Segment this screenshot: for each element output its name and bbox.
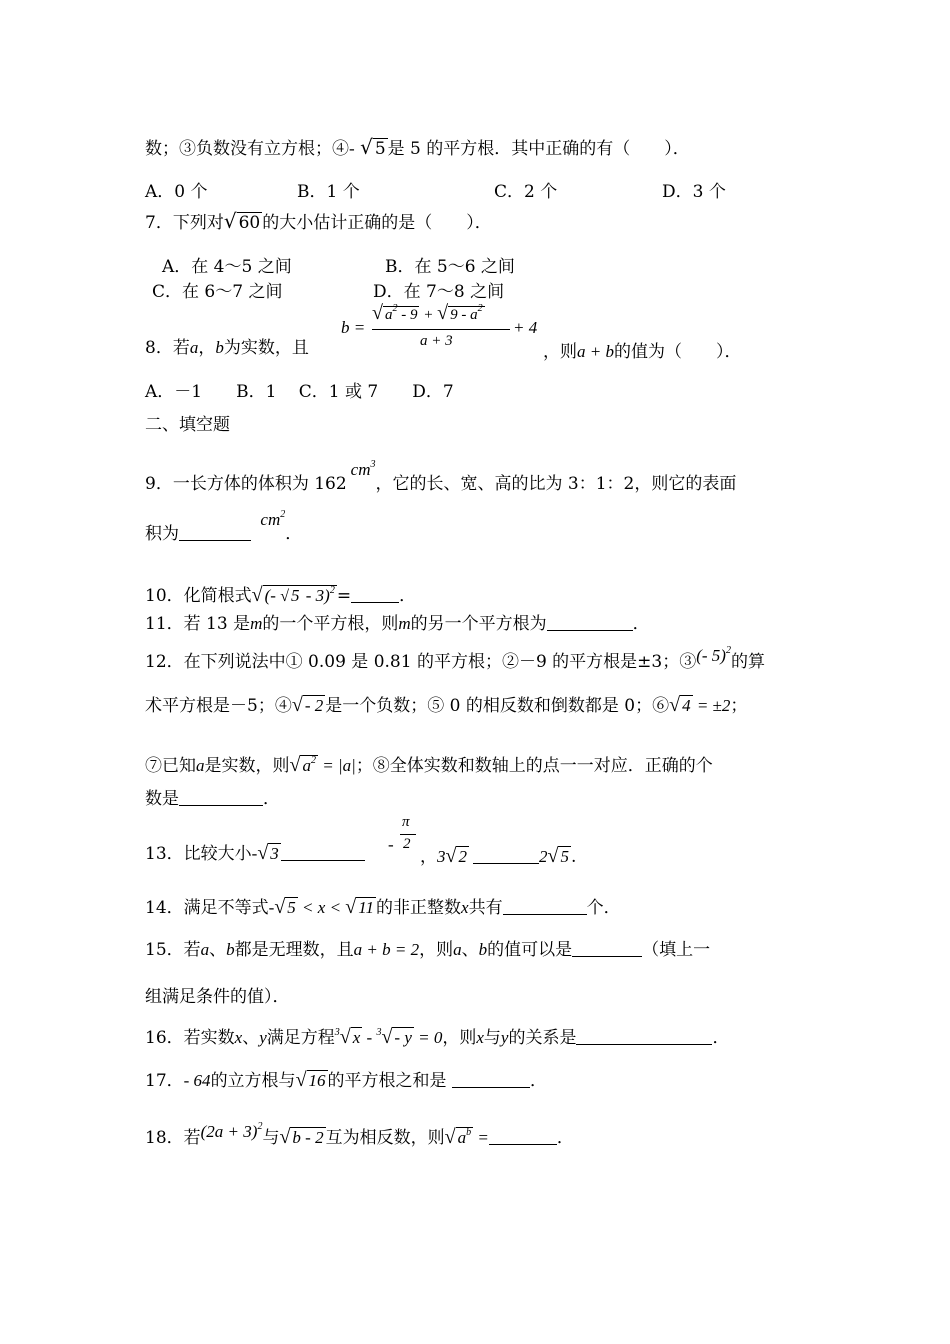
q8-tail: ，则a + b的值为（ ）．	[543, 342, 742, 362]
q13-pi: π	[402, 814, 410, 830]
q11-line: 11．若 13 是m的一个平方根，则m的另一个平方根为 ．	[145, 614, 650, 634]
q8-numerator: √ $a^2 - 9$ + √ $9 - a^2$	[372, 302, 483, 324]
q14-line: 14．满足不等式-√ 5 < x < √ 11 的非正整数x共有 个．	[145, 896, 621, 918]
q7-text: 7．下列对	[145, 213, 224, 233]
q14-blank[interactable]	[503, 898, 587, 915]
q10-line: 10．化简根式√ (- √ 5 - 3)$^2$ = ．	[145, 580, 416, 608]
q6-choice-b: B．1 个	[297, 182, 360, 202]
q17-line: 17．- 64的立方根与√ 16 的平方根之和是 ．	[145, 1069, 547, 1091]
q13-frac-bar	[400, 834, 416, 835]
q12-line-2: 术平方根是－5；④√ - 2 是一个负数；⑤ 0 的相反数和倒数都是 0；⑥√ 4 = ±2；	[145, 694, 748, 716]
q16-line: 16．若实数x、y满足方程$^3$√ x - $^3$√ - y = 0，则x与y的关系是 ．	[145, 1026, 730, 1048]
q7-choice-c: C．在 6～7 之间	[152, 282, 283, 302]
q16-blank[interactable]	[576, 1028, 712, 1045]
q8-denominator: a + 3	[420, 333, 453, 349]
q15-blank[interactable]	[572, 940, 642, 957]
sqrt-5: √ 5	[360, 135, 386, 159]
q7-choice-a: A．在 4～5 之间	[162, 257, 292, 277]
q6-choice-a: A．0 个	[145, 182, 208, 202]
comma: ，	[198, 338, 216, 358]
q12-line-1: 12．在下列说法中① 0.09 是 0.81 的平方根；②－9 的平方根是±3；③(- 5)$^2$的算	[145, 645, 765, 672]
var-b: b	[215, 338, 224, 357]
q8-choices: A．－1 B．1 C．1 或 7 D．7	[145, 382, 454, 402]
q18-blank[interactable]	[489, 1128, 557, 1145]
q15-line-2: 组满足条件的值）．	[145, 987, 290, 1007]
q7-line	[145, 210, 492, 234]
q8-fraction-bar	[372, 329, 510, 330]
q9-line-1: 9．一长方体的体积为 $162cm^3$，它的长、宽、高的比为 3：1：2，则它的表面	[145, 459, 737, 494]
q6-text: 数；③负数没有立方根；④	[145, 139, 349, 159]
q13-neg: -	[388, 835, 394, 854]
sqrt-60: √ 60	[223, 209, 261, 233]
q9-blank[interactable]	[179, 524, 251, 541]
q6-choice-c: C．2 个	[494, 182, 558, 202]
q15-line-1: 15．若a、b都是无理数，且a + b = 2，则a、b的值可以是 （填上一	[145, 940, 711, 960]
neg-sign: -	[349, 139, 355, 158]
q13-two: 2	[403, 836, 411, 852]
q6-choice-d: D．3 个	[662, 182, 726, 202]
section-title: 二、填空题	[145, 415, 230, 435]
q9-line-2: 积为 $cm^2$．	[145, 509, 303, 544]
q12-line-3: ⑦已知a是实数，则√ $a^2 = |a|$；⑧全体实数和数轴上的点一一对应．正确的个	[145, 754, 713, 776]
q8-text: 8．若	[145, 338, 190, 358]
var-a: a	[189, 338, 199, 357]
q13-blank-1[interactable]	[281, 844, 365, 861]
q13-blank-2[interactable]	[473, 847, 539, 864]
q8-plus-4: + 4	[513, 318, 538, 337]
q12-line-4: 数是 ．	[145, 789, 280, 809]
q7-choice-d: D．在 7～8 之间	[373, 282, 505, 302]
q8-line	[145, 337, 309, 359]
q10-blank[interactable]	[351, 586, 399, 603]
q8-text-2: 为实数，且	[223, 338, 309, 358]
q8-eq-lhs: b =	[341, 318, 366, 337]
q13-line: 13．比较大小-√ 3	[145, 842, 365, 865]
q17-blank[interactable]	[452, 1071, 530, 1088]
q18-line: 18．若$(2a + 3)^2$与√ b - 2 互为相反数，则√ $a^b$ = ．	[145, 1121, 574, 1148]
q7-text-2: 的大小估计正确的是（ ）．	[262, 213, 492, 233]
q13-tail: ，3√ 2 2√ 5 .	[420, 845, 577, 867]
q6-text-2: 是 5 的平方根．其中正确的有（ ）．	[387, 139, 690, 159]
q7-choice-b: B．在 5～6 之间	[385, 257, 515, 277]
q6-tail-line	[145, 136, 690, 160]
q10-radical: √ (- √ 5 - 3)$^2$	[251, 584, 335, 606]
q12-blank[interactable]	[179, 789, 263, 806]
q11-blank[interactable]	[547, 614, 633, 631]
